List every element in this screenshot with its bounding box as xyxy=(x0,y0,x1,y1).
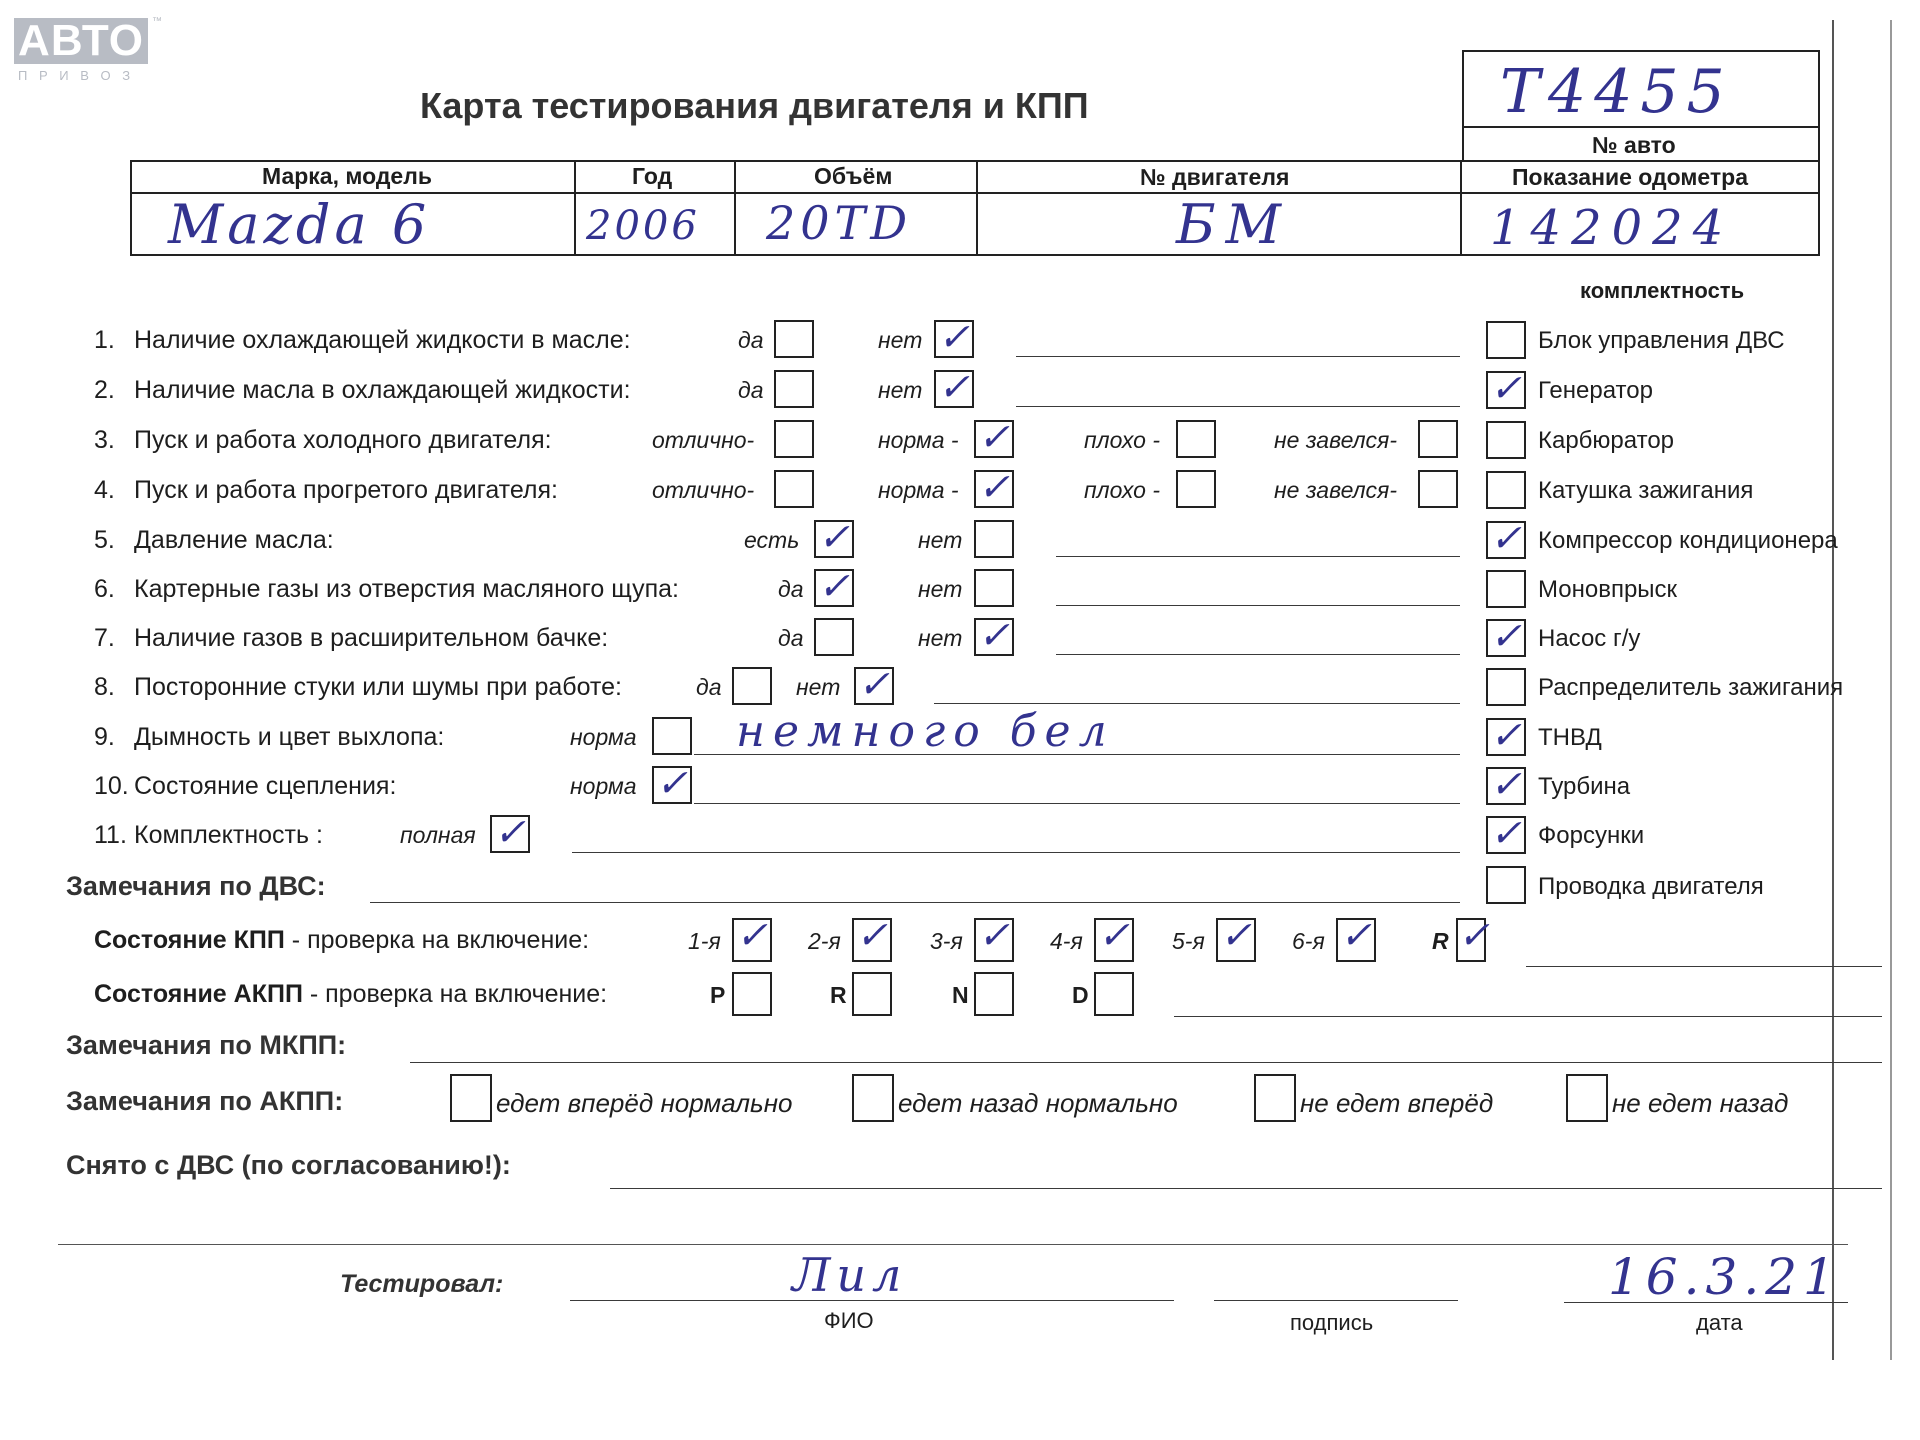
checkbox-completeness[interactable] xyxy=(1486,321,1526,359)
mode-label: R xyxy=(830,982,847,1008)
option-excellent: отлично- xyxy=(652,477,755,503)
remarks-engine-label: Замечания по ДВС: xyxy=(66,871,326,901)
gear-label: R xyxy=(1432,928,1449,954)
option-bad: плохо - xyxy=(1084,427,1160,453)
gear-label: 1-я xyxy=(688,928,721,954)
checkbox-mode-r[interactable] xyxy=(852,972,892,1016)
exhaust-note-value: немного бел xyxy=(736,706,1115,757)
completeness-label: Генератор xyxy=(1538,377,1653,404)
checkbox-row5-no[interactable] xyxy=(974,520,1014,558)
row-number: 1. xyxy=(94,326,115,354)
option-norm: норма - xyxy=(878,477,959,503)
check-mark: ✓ xyxy=(1490,713,1522,757)
fio-label: ФИО xyxy=(824,1308,874,1333)
gear-label: 2-я xyxy=(808,928,841,954)
header-col-sep-1 xyxy=(574,160,576,256)
row-number: 7. xyxy=(94,624,115,652)
checkbox-completeness[interactable] xyxy=(1486,570,1526,608)
removed-label xyxy=(66,1152,511,1179)
kpp-label xyxy=(94,928,589,953)
option-yes: да xyxy=(738,377,764,403)
header-brand-label: Марка, модель xyxy=(262,163,432,189)
akpp-label xyxy=(94,982,607,1007)
check-mark: ✓ xyxy=(978,613,1010,657)
checkbox-completeness[interactable] xyxy=(1486,668,1526,706)
akpp-label-bold: Состояние АКПП xyxy=(94,980,303,1008)
row-label: Пуск и работа прогретого двигателя: xyxy=(134,476,558,504)
page-title: Карта тестирования двигателя и КПП xyxy=(420,85,1089,126)
option-yes: да xyxy=(778,576,804,602)
checkbox-akpp-no-forward[interactable] xyxy=(1254,1074,1296,1122)
check-mark: ✓ xyxy=(1490,366,1522,410)
row2-note-line xyxy=(1016,406,1460,407)
far-right-edge-line xyxy=(1890,20,1892,1360)
row8-note-line xyxy=(934,703,1460,704)
header-col-sep-2 xyxy=(734,160,736,256)
header-volume-label: Объём xyxy=(814,163,893,189)
row-label: Давление масла: xyxy=(134,526,334,554)
mode-label: P xyxy=(710,982,726,1008)
completeness-label: ТНВД xyxy=(1538,724,1602,751)
date-value: 16.3.21 xyxy=(1608,1248,1841,1306)
row-number: 9. xyxy=(94,723,115,751)
akpp-option-label: едет назад нормально xyxy=(898,1088,1178,1118)
option-full: полная xyxy=(400,822,476,848)
removed-label-rest: (по согласованию!): xyxy=(234,1150,511,1180)
completeness-label: Блок управления ДВС xyxy=(1538,327,1785,354)
option-no: нет xyxy=(878,327,923,353)
check-mark: ✓ xyxy=(1098,913,1130,957)
fio-line xyxy=(570,1300,1174,1301)
checkbox-row1-yes[interactable] xyxy=(774,320,814,358)
row-label: Пуск и работа холодного двигателя: xyxy=(134,426,552,454)
completeness-label: Проводка двигателя xyxy=(1538,873,1764,900)
completeness-label: Катушка зажигания xyxy=(1538,477,1754,504)
check-mark: ✓ xyxy=(1490,762,1522,806)
row11-note-line xyxy=(572,852,1460,853)
remarks-engine-line xyxy=(370,902,1460,903)
row-number: 11. xyxy=(94,821,127,849)
check-mark: ✓ xyxy=(938,365,970,409)
row-number: 10. xyxy=(94,772,129,800)
checkbox-row6-no[interactable] xyxy=(974,569,1014,607)
remarks-akpp-label: Замечания по АКПП: xyxy=(66,1086,344,1116)
checkbox-row9-norma[interactable] xyxy=(652,717,692,755)
check-mark: ✓ xyxy=(1220,913,1252,957)
check-mark: ✓ xyxy=(1340,913,1372,957)
year-value: 2006 xyxy=(586,203,700,249)
row10-note-line xyxy=(694,803,1460,804)
row9-note-line xyxy=(694,754,1460,755)
checkbox-row3-not-started[interactable] xyxy=(1418,420,1458,458)
brand-model-value: Mazda 6 xyxy=(168,193,431,256)
option-yes: да xyxy=(738,327,764,353)
akpp-option-label: едет вперёд нормально xyxy=(496,1088,793,1118)
date-line xyxy=(1564,1302,1848,1303)
remarks-mkpp-label: Замечания по МКПП: xyxy=(66,1030,347,1060)
akpp-option-label: не едет назад xyxy=(1612,1088,1789,1118)
option-not-started: не завелся- xyxy=(1274,477,1398,503)
checkbox-akpp-no-backward[interactable] xyxy=(1566,1074,1608,1122)
checkbox-row3-excellent[interactable] xyxy=(774,420,814,458)
kpp-label-rest: - проверка на включение: xyxy=(284,926,590,954)
row-label: Посторонние стуки или шумы при работе: xyxy=(134,673,622,701)
row-label: Состояние сцепления: xyxy=(134,772,397,800)
checkbox-mode-d[interactable] xyxy=(1094,972,1134,1016)
check-mark: ✓ xyxy=(818,564,850,608)
row6-note-line xyxy=(1056,605,1460,606)
check-mark: ✓ xyxy=(978,913,1010,957)
check-mark: ✓ xyxy=(938,315,970,359)
completeness-label: Насос г/у xyxy=(1538,625,1641,652)
checkbox-mode-n[interactable] xyxy=(974,972,1014,1016)
checkbox-row8-yes[interactable] xyxy=(732,667,772,705)
logo-text: АВТО xyxy=(14,18,148,64)
checkbox-akpp-forward-ok[interactable] xyxy=(450,1074,492,1122)
header-odometer-label: Показание одометра xyxy=(1512,164,1748,190)
row-number: 2. xyxy=(94,376,115,404)
check-mark: ✓ xyxy=(856,913,888,957)
tested-fio-value: Лил xyxy=(792,1248,908,1302)
checkbox-completeness[interactable] xyxy=(1486,421,1526,459)
completeness-title: комплектность xyxy=(1580,278,1745,303)
option-no: нет xyxy=(918,625,963,651)
row-label: Наличие газов в расширительном бачке: xyxy=(134,624,609,652)
completeness-label: Компрессор кондиционера xyxy=(1538,527,1838,554)
gear-label: 5-я xyxy=(1172,928,1205,954)
gear-label: 4-я xyxy=(1050,928,1083,954)
option-excellent: отлично- xyxy=(652,427,755,453)
checkbox-row7-yes[interactable] xyxy=(814,618,854,656)
logo-tm: ™ xyxy=(152,16,162,27)
header-col-sep-3 xyxy=(976,160,978,256)
volume-value: 20TD xyxy=(766,196,913,250)
check-mark: ✓ xyxy=(1490,614,1522,658)
option-present: есть xyxy=(744,527,800,553)
header-year-label: Год xyxy=(632,163,673,189)
option-no: нет xyxy=(878,377,923,403)
checkbox-completeness[interactable] xyxy=(1486,866,1526,904)
check-mark: ✓ xyxy=(656,761,688,805)
row-number: 3. xyxy=(94,426,115,454)
row5-note-line xyxy=(1056,556,1460,557)
option-bad: плохо - xyxy=(1084,477,1160,503)
checkbox-row4-excellent[interactable] xyxy=(774,470,814,508)
akpp-option-label: не едет вперёд xyxy=(1300,1088,1494,1118)
row-number: 8. xyxy=(94,673,115,701)
kpp-note-line xyxy=(1526,966,1882,967)
option-no: нет xyxy=(918,576,963,602)
check-mark: ✓ xyxy=(1490,516,1522,560)
checkbox-row2-yes[interactable] xyxy=(774,370,814,408)
option-yes: да xyxy=(778,625,804,651)
logo xyxy=(14,16,162,83)
row-label: Дымность и цвет выхлопа: xyxy=(134,723,445,751)
row-label: Картерные газы из отверстия масляного щупа: xyxy=(134,575,679,603)
check-mark: ✓ xyxy=(1458,913,1490,957)
checkbox-completeness[interactable] xyxy=(1486,471,1526,509)
row7-note-line xyxy=(1056,654,1460,655)
engine-number-value: БМ xyxy=(1176,193,1291,256)
check-mark: ✓ xyxy=(978,465,1010,509)
option-not-started: не завелся- xyxy=(1274,427,1398,453)
checkbox-mode-p[interactable] xyxy=(732,972,772,1016)
tested-label: Тестировал: xyxy=(340,1270,504,1298)
odometer-value: 142024 xyxy=(1490,200,1734,256)
auto-number-label: № авто xyxy=(1592,132,1676,158)
check-mark: ✓ xyxy=(818,515,850,559)
signature-label: подпись xyxy=(1290,1310,1374,1335)
row-number: 5. xyxy=(94,526,115,554)
kpp-label-bold: Состояние КПП xyxy=(94,926,285,954)
checkbox-akpp-backward-ok[interactable] xyxy=(852,1074,894,1122)
checkbox-row4-not-started[interactable] xyxy=(1418,470,1458,508)
completeness-label: Турбина xyxy=(1538,773,1631,800)
row-number: 4. xyxy=(94,476,115,504)
removed-line xyxy=(610,1188,1882,1189)
row-label: Наличие масла в охлаждающей жидкости: xyxy=(134,376,631,404)
row-label: Комплектность : xyxy=(134,821,323,849)
row1-note-line xyxy=(1016,356,1460,357)
option-yes: да xyxy=(696,674,722,700)
akpp-note-line xyxy=(1174,1016,1882,1017)
check-mark: ✓ xyxy=(736,913,768,957)
option-no: нет xyxy=(796,674,841,700)
completeness-label: Карбюратор xyxy=(1538,427,1675,454)
removed-label-bold: Снято с ДВС xyxy=(66,1150,235,1180)
completeness-label: Форсунки xyxy=(1538,822,1645,849)
check-mark: ✓ xyxy=(1490,811,1522,855)
row-label: Наличие охлаждающей жидкости в масле: xyxy=(134,326,631,354)
header-col-sep-4 xyxy=(1460,160,1462,256)
option-norma: норма xyxy=(570,724,637,750)
header-engine-label: № двигателя xyxy=(1140,164,1290,190)
signature-line xyxy=(1214,1300,1458,1301)
remarks-mkpp-line xyxy=(410,1062,1882,1063)
gear-label: 3-я xyxy=(930,928,963,954)
mode-label: D xyxy=(1072,982,1089,1008)
footer-separator xyxy=(58,1244,1848,1245)
mode-label: N xyxy=(952,982,969,1008)
akpp-label-rest: - проверка на включение: xyxy=(302,980,608,1008)
auto-number-value: T4455 xyxy=(1500,57,1733,127)
option-no: нет xyxy=(918,527,963,553)
completeness-label: Распределитель зажигания xyxy=(1538,674,1844,701)
completeness-label: Моновпрыск xyxy=(1538,576,1678,603)
check-mark: ✓ xyxy=(978,415,1010,459)
date-label: дата xyxy=(1696,1310,1743,1335)
gear-label: 6-я xyxy=(1292,928,1325,954)
checkbox-row4-bad[interactable] xyxy=(1176,470,1216,508)
row-number: 6. xyxy=(94,575,115,603)
check-mark: ✓ xyxy=(494,810,526,854)
logo-subtext: П Р И В О З xyxy=(18,68,135,83)
option-norma: норма xyxy=(570,773,637,799)
option-norm: норма - xyxy=(878,427,959,453)
checkbox-row3-bad[interactable] xyxy=(1176,420,1216,458)
check-mark: ✓ xyxy=(858,662,890,706)
